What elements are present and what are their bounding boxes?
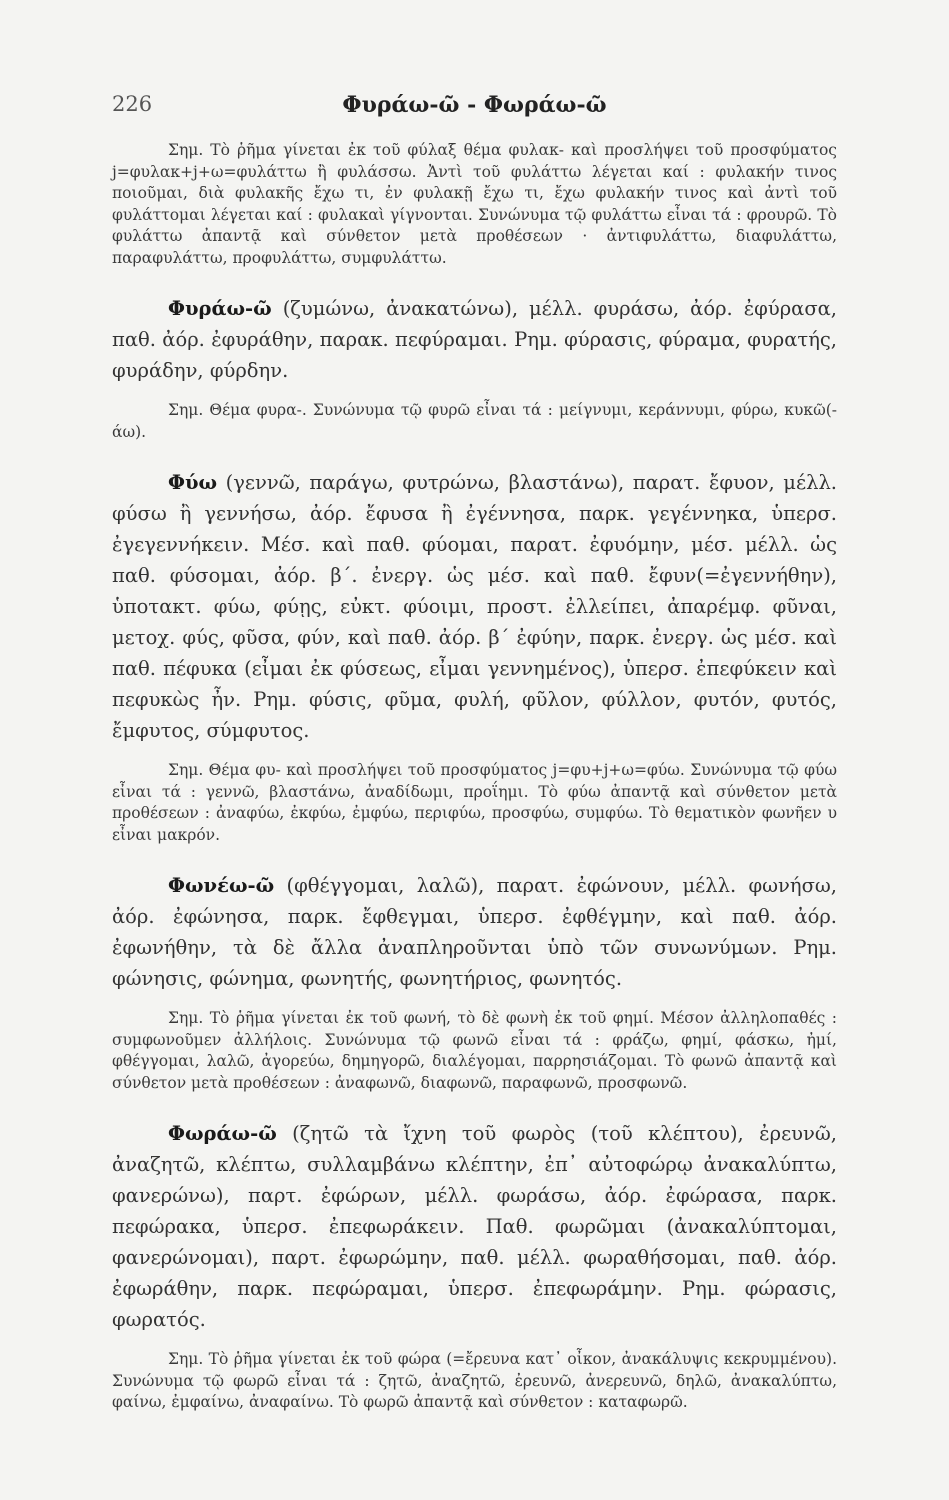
page-number: 226: [112, 92, 153, 116]
note-forao: Σημ. Τὸ ῥῆμα γίνεται ἐκ τοῦ φώρα (=ἔρευνα κατ᾽ οἶκον, ἀνακάλυψις κεκρυμμένου). Συνώνυμα τῷ φωρῶ εἶναι τά : ζητῶ, ἀναζητῶ, ἐρευνῶ, ἀνερευνῶ, δηλῶ, ἀνακαλύπτω, φαίνω, ἐμφαίνω, ἀναφαίνω. Τὸ φωρῶ ἀπαντᾷ καὶ σύνθετον : καταφωρῶ.: [112, 1350, 837, 1411]
entry-forao: Φωράω-ῶ (ζητῶ τὰ ἴχνη τοῦ φωρὸς (τοῦ κλέπτου), ἐρευνῶ, ἀναζητῶ, κλέπτω, συλλαμβάνω κλέπτην, ἐπ᾽ αὐτοφώρῳ ἀνακαλύπτω, φανερώνω), παρτ. ἐφώρων, μέλλ. φωράσω, ἀόρ. ἐφώρασα, παρκ. πεφώρακα, ὑπερσ. ἐπεφωράκειν. Παθ. φωρῶμαι (ἀνακαλύπτομαι, φανερώνομαι), παρτ. ἐφωρώμην, παθ. μέλλ. φωραθήσομαι, παθ. ἀόρ. ἐφωράθην, παρκ. πεφώραμαι, ὑπερσ. ἐπεφωράμην. Ρημ. φώρασις, φωρατός.: [112, 1122, 837, 1331]
note-fyo: Σημ. Θέμα φυ- καὶ προσλήψει τοῦ προσφύματος j=φυ+j+ω=φύω. Συνώνυμα τῷ φύω εἶναι τά : γεννῶ, βλαστάνω, ἀναδίδωμι, προΐημι. Τὸ φύω ἀπαντᾷ καὶ σύνθετον μετὰ προθέσεων : ἀναφύω, ἐκφύω, ἐμφύω, περιφύω, προσφύω, συμφύω. Τὸ θεματικὸν φωνῆεν υ εἶναι μακρόν.: [112, 761, 837, 844]
headword: Φωράω-ῶ: [168, 1122, 277, 1145]
entry-foneo: Φωνέω-ῶ (φθέγγομαι, λαλῶ), παρατ. ἐφώνουν, μέλλ. φωνήσω, ἀόρ. ἐφώνησα, παρκ. ἔφθεγμαι, ὑπερσ. ἐφθέγμην, καὶ παθ. ἀόρ. ἐφωνήθην, τὰ δὲ ἄλλα ἀναπληροῦνται ὑπὸ τῶν συνωνύμων. Ρημ. φώνησις, φώνημα, φωνητής, φωνητήριος, φωνητός.: [112, 874, 837, 990]
headword: Φυράω-ῶ: [168, 297, 272, 320]
running-head: Φυράω-ῶ - Φωράω-ῶ: [342, 92, 607, 118]
page-body: [112, 140, 837, 1438]
note-fyrao: Σημ. Θέμα φυρα-. Συνώνυμα τῷ φυρῶ εἶναι τά : μείγνυμι, κεράννυμι, φύρω, κυκῶ(-άω).: [112, 401, 837, 441]
page-header: [112, 92, 837, 122]
entry-fyo: Φύω (γεννῶ, παράγω, φυτρώνω, βλαστάνω), παρατ. ἔφυον, μέλλ. φύσω ἢ γεννήσω, ἀόρ. ἔφυσα ἢ ἐγέννησα, παρκ. γεγέννηκα, ὑπερσ. ἐγεγεννήκειν. Μέσ. καὶ παθ. φύομαι, παρατ. ἐφυόμην, μέσ. μέλλ. ὡς παθ. φύσομαι, ἀόρ. β΄. ἐνεργ. ὡς μέσ. καὶ παθ. ἔφυν(=ἐγεννήθην), ὑποτακτ. φύω, φύῃς, εὐκτ. φύοιμι, προστ. ἐλλείπει, ἀπαρέμφ. φῦναι, μετοχ. φύς, φῦσα, φύν, καὶ παθ. ἀόρ. β΄ ἐφύην, παρκ. ἐνεργ. ὡς μέσ. καὶ παθ. πέφυκα (εἶμαι ἐκ φύσεως, εἶμαι γεννημένος), ὑπερσ. ἐπεφύκειν καὶ πεφυκὼς ἦν. Ρημ. φύσις, φῦμα, φυλή, φῦλον, φύλλον, φυτόν, φυτός, ἔμφυτος, σύμφυτος.: [112, 471, 837, 742]
headword: Φύω: [168, 471, 218, 494]
note-fylatto: Σημ. Τὸ ῥῆμα γίνεται ἐκ τοῦ φύλαξ θέμα φυλακ- καὶ προσλήψει τοῦ προσφύματος j=φυλακ+j+ω=φυλάττω ἢ φυλάσσω. Ἀντὶ τοῦ φυλάττω λέγεται καί : φυλακήν τινος ποιοῦμαι, διὰ φυλακῆς ἔχω τι, ἐν φυλακῇ ἔχω τι, ἔχω φυλακήν τινος καὶ ἀντὶ τοῦ φυλάττομαι λέγεται καί : φυλακαὶ γίγνονται. Συνώνυμα τῷ φυλάττω εἶναι τά : φρουρῶ. Τὸ φυλάττω ἀπαντᾷ καὶ σύνθετον μετὰ προθέσεων · ἀντιφυλάττω, διαφυλάττω, παραφυλάττω, προφυλάττω, συμφυλάττω.: [112, 141, 837, 267]
entry-fyrao: Φυράω-ῶ (ζυμώνω, ἀνακατώνω), μέλλ. φυράσω, ἀόρ. ἐφύρασα, παθ. ἀόρ. ἐφυράθην, παρακ. πεφύραμαι. Ρημ. φύρασις, φύραμα, φυρατής, φυράδην, φύρδην.: [112, 297, 837, 382]
note-foneo: Σημ. Τὸ ῥῆμα γίνεται ἐκ τοῦ φωνή, τὸ δὲ φωνὴ ἐκ τοῦ φημί. Μέσον ἀλληλοπαθές : συμφωνοῦμεν ἀλλήλοις. Συνώνυμα τῷ φωνῶ εἶναι τά : φράζω, φημί, φάσκω, ἠμί, φθέγγομαι, λαλῶ, ἀγορεύω, δημηγορῶ, διαλέγομαι, παρρησιάζομαι. Τὸ φωνῶ ἀπαντᾷ καὶ σύνθετον μετὰ προθέσεων : ἀναφωνῶ, διαφωνῶ, παραφωνῶ, προσφωνῶ.: [112, 1009, 837, 1092]
headword: Φωνέω-ῶ: [168, 874, 275, 897]
